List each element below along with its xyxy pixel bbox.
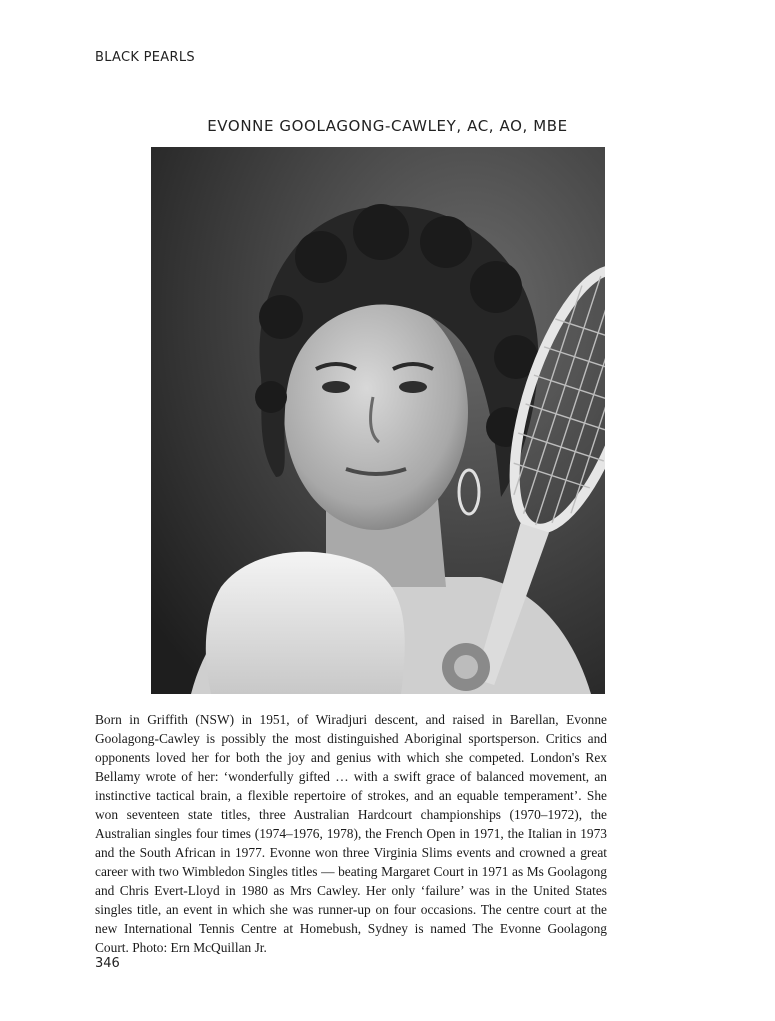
portrait-photo	[151, 147, 605, 694]
page-number: 346	[95, 956, 120, 971]
body-text: Born in Griffith (NSW) in 1951, of Wiradjuri descent, and raised in Barellan, Evonne Goolagong-Cawley is possibly the most distinguished Aboriginal sportsperson. Critics and opponents loved her for both the joy and genius with which she competed. London's Rex Bellamy wrote of her: ‘wonderfully gifted … with a swift grace of balanced movement, an instinctive tactical brain, a flexible repertoire of strokes, and an equable temperament’. She won seventeen state titles, three Australian Hardcourt championships (1970–1972), the Australian singles four times (1974–1976, 1978), the French Open in 1971, the Italian in 1973 and the South African in 1977. Evonne won three Virginia Slims events and crowned a great career with two Wimbledon Singles titles — beating Margaret Court in 1971 as Ms Goolagong and Chris Evert-Lloyd in 1980 as Mrs Cawley. Her only ‘failure’ was in the United States singles title, an event in which she was runner-up on four occasions. The centre court at the new International Tennis Centre at Homebush, Sydney is named The Evonne Goolagong Court. Photo: Ern McQuillan Jr.	[95, 712, 607, 955]
entry-title: EVONNE GOOLAGONG-CAWLEY, AC, AO, MBE	[207, 117, 568, 135]
running-head: BLACK PEARLS	[95, 50, 195, 65]
